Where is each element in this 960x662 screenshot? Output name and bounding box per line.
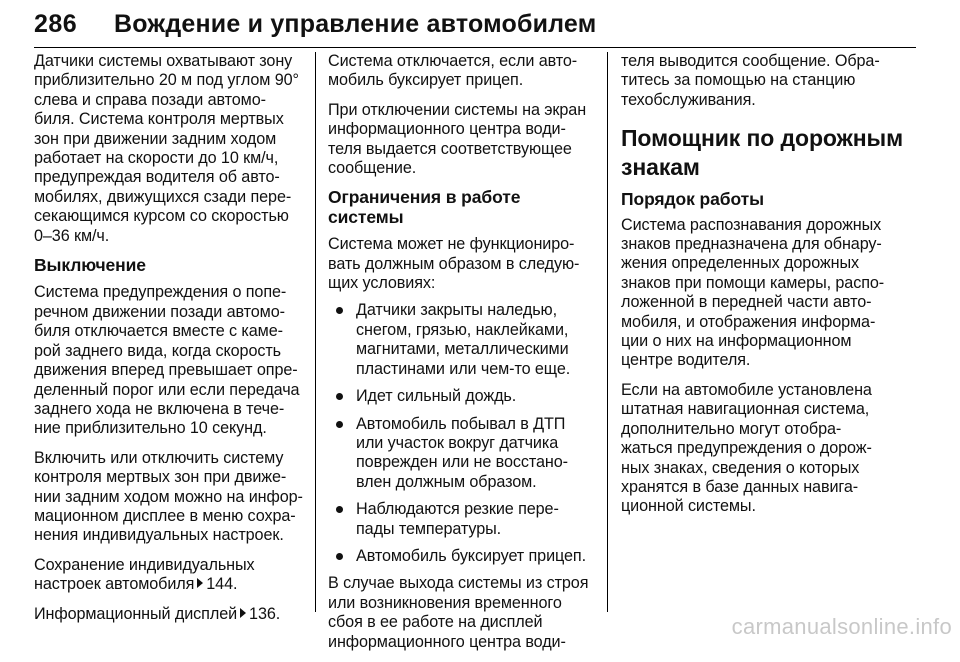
heading-line: Помощник по дорожным (621, 125, 904, 152)
cross-reference-settings[interactable] (34, 556, 306, 595)
text-line: Датчики системы охватывают зону (34, 52, 293, 70)
text-line: Система может не функциониро- (328, 235, 575, 254)
text-line: нения индивидуальных настроек. (34, 526, 284, 545)
text-line: Датчики закрыты наледью, (356, 301, 557, 320)
text-line: магнитами, металлическими (356, 340, 569, 359)
text-line: мобиля, и отображения информа- (621, 312, 876, 331)
text-line: техобслуживания. (621, 90, 756, 109)
text-line: титесь за помощью на станцию (621, 71, 856, 90)
text-line: Сохранение индивидуальных (34, 555, 255, 574)
text-line: теля выводится сообщение. Обра- (621, 52, 880, 70)
text-line: Если на автомобиле установлена (621, 380, 872, 399)
text-line: штатная навигационная система, (621, 400, 870, 419)
text-line: предупреждая водителя об авто- (34, 168, 280, 187)
text-line: биля отключается вместе с каме- (34, 322, 283, 341)
list-item (328, 500, 594, 539)
text-line: сбоя в ее работе на дисплей (328, 613, 543, 632)
text-line: знаков предназначена для обнару- (621, 235, 882, 254)
list-item (328, 301, 594, 379)
text-line: мационном дисплее в меню сохра- (34, 506, 296, 525)
text-line: секающимся курсом со скоростью (34, 207, 289, 226)
paragraph-failure (328, 574, 594, 652)
text-line: 0–36 км/ч. (34, 226, 110, 245)
reference-page: 136. (249, 604, 281, 623)
text-line: ных знаках, сведения о которых (621, 458, 860, 477)
text-line: щих условиях: (328, 274, 436, 293)
column-2 (328, 52, 594, 662)
text-line: биля. Система контроля мертвых (34, 110, 284, 129)
text-line: мобилях, движущихся сзади пере- (34, 187, 292, 206)
bullet-icon (336, 421, 343, 428)
text-line: мобиль буксирует прицеп. (328, 71, 524, 90)
text-line: информационного центра води- (328, 632, 566, 651)
paragraph-sensor-coverage (34, 52, 306, 246)
page-reference-arrow-icon (197, 578, 203, 588)
page-reference-arrow-icon (240, 608, 246, 618)
section-heading-traffic-sign-assistant (621, 124, 904, 182)
text-line: Система распознавания дорожных (621, 215, 882, 234)
text-line: пады температуры. (356, 519, 502, 538)
text-line: В случае выхода системы из строя (328, 574, 589, 593)
reference-page: 144. (206, 575, 238, 594)
page-title: Вождение и управление автомобилем (114, 10, 597, 38)
page-header (34, 4, 914, 48)
text-line: Автомобиль буксирует прицеп. (356, 546, 586, 565)
text-line: движения вперед превышает опре- (34, 361, 298, 380)
paragraph-shutdown (34, 283, 306, 438)
text-line: Автомобиль побывал в ДТП (356, 414, 566, 433)
paragraph-disable-message (328, 101, 594, 179)
section-heading-shutdown: Выключение (34, 255, 146, 276)
text-line: знаков при помощи камеры, распо- (621, 273, 885, 292)
text-line: Система отключается, если авто- (328, 52, 578, 70)
list-item (328, 547, 594, 566)
subsection-heading-operation: Порядок работы (621, 189, 764, 210)
bullet-icon (336, 553, 343, 560)
reference-label: Информационный дисплей (34, 604, 238, 623)
text-line: ложенной в передней части авто- (621, 293, 872, 312)
text-line: Включить или отключить систему (34, 448, 284, 467)
column-divider-2 (607, 52, 608, 612)
section-heading-limitations: Ограничения в работе системы (328, 187, 521, 227)
text-line: ционной системы. (621, 497, 756, 516)
text-line: заднего хода не включена в тече- (34, 399, 285, 418)
text-line: При отключении системы на экран (328, 100, 587, 119)
text-line: пластинами или чем-то еще. (356, 359, 571, 378)
text-line: влен должным образом. (356, 472, 537, 491)
text-line: хранятся в базе данных навига- (621, 477, 859, 496)
page-number: 286 (34, 10, 78, 38)
text-line: Система предупреждения о попе- (34, 283, 287, 302)
paragraph-enable-disable (34, 449, 306, 546)
text-line: поврежден или не восстано- (356, 453, 568, 472)
text-line: контроля мертвых зон при движе- (34, 468, 287, 487)
text-line: работает на скорости до 10 км/ч, (34, 149, 279, 168)
text-line: ние приблизительно 10 секунд. (34, 419, 267, 438)
watermark: carmanualsonline.info (731, 614, 952, 639)
text-line: приблизительно 20 м под углом 90° (34, 71, 299, 90)
column-divider-1 (315, 52, 316, 612)
text-line: сообщение. (328, 159, 417, 178)
cross-reference-info-display[interactable] (34, 605, 306, 624)
reference-label: настроек автомобиля (34, 575, 195, 594)
text-line: центре водителя. (621, 351, 751, 370)
column-3 (621, 52, 904, 527)
text-line: дополнительно могут отобра- (621, 419, 842, 438)
text-line: речном движении позади автомо- (34, 302, 285, 321)
paragraph-navigation-warnings (621, 381, 891, 517)
text-line: теля выдается соответствующее (328, 139, 572, 158)
limitations-list (328, 301, 594, 566)
bullet-icon (336, 393, 343, 400)
text-line: рой заднего вида, когда скорость (34, 341, 281, 360)
text-line: жения определенных дорожных (621, 254, 860, 273)
text-line: жаться предупреждения о дорож- (621, 439, 872, 458)
header-divider (34, 47, 916, 48)
text-line: зон при движении задним ходом (34, 129, 277, 148)
text-line: нии задним ходом можно на инфор- (34, 487, 303, 506)
bullet-icon (336, 307, 343, 314)
paragraph-service-station (621, 52, 891, 110)
text-line: информационного центра води- (328, 120, 566, 139)
paragraph-trailer-disable (328, 52, 594, 91)
text-line: или участок вокруг датчика (356, 433, 559, 452)
list-item (328, 387, 594, 406)
list-item (328, 415, 594, 493)
text-line: Идет сильный дождь. (356, 387, 517, 406)
text-line: Наблюдаются резкие пере- (356, 500, 559, 519)
text-line: снегом, грязью, наклейками, (356, 320, 569, 339)
text-line: деленный порог или если передача (34, 380, 300, 399)
column-1 (34, 52, 306, 634)
text-line: ции о них на информационном (621, 332, 852, 351)
heading-line: знакам (621, 154, 700, 181)
bullet-icon (336, 506, 343, 513)
text-line: или возникновения временного (328, 593, 562, 612)
text-line: вать должным образом в следую- (328, 254, 580, 273)
paragraph-limitations-intro (328, 235, 594, 293)
text-line: слева и справа позади автомо- (34, 90, 266, 109)
paragraph-sign-recognition (621, 216, 891, 371)
